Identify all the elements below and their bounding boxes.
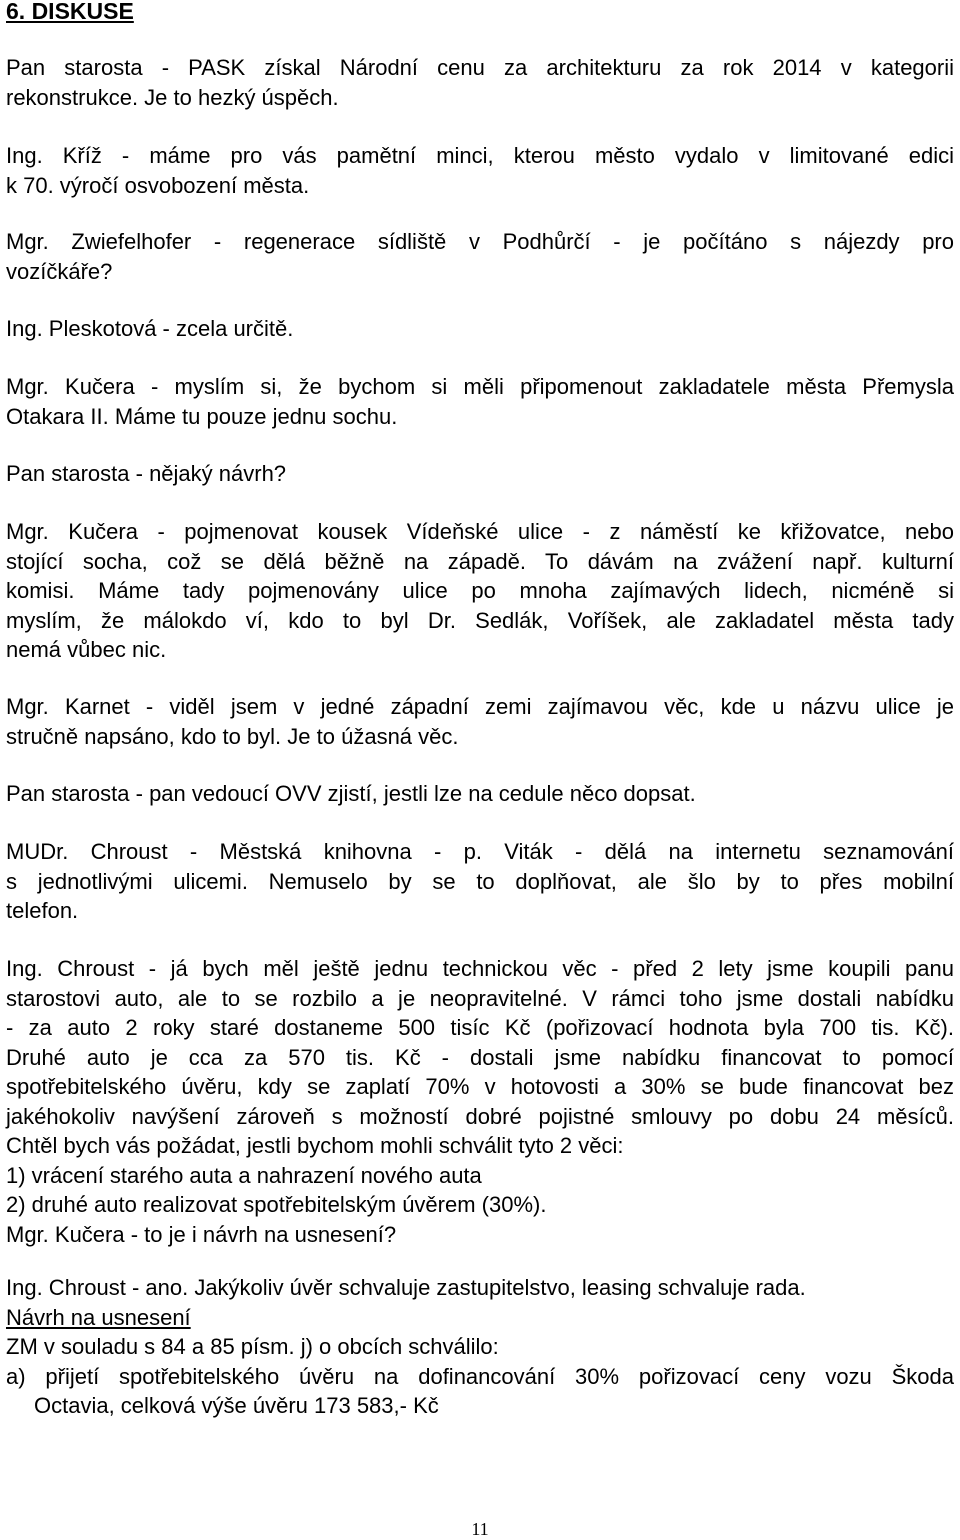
paragraph-wheelchair-ramps: [6, 227, 954, 286]
text-line: stručně napsáno, kdo to byl. Je to úžasná věc.: [6, 723, 459, 749]
text-line: nemá vůbec nic.: [6, 637, 167, 662]
paragraph-street-naming: [6, 517, 954, 665]
text-line: k 70. výročí osvobození města.: [6, 172, 310, 198]
paragraph-proposal-question: [6, 459, 954, 489]
text-line: Mgr. Kučera - myslím si, že bychom si měli připomenout zakladatele města Přemysla: [6, 374, 954, 399]
text-line: Pan starosta - pan vedoucí OVV zjistí, jestli lze na cedule něco dopsat.: [6, 781, 696, 806]
text-line: Otakara II. Máme tu pouze jednu sochu.: [6, 403, 398, 429]
text-line: Ing. Kříž - máme pro vás pamětní minci, kterou město vydalo v limitované edici: [6, 143, 954, 168]
text-line: Chtěl bych vás požádat, jestli bychom mohli schválit tyto 2 věci:: [6, 1133, 624, 1158]
list-item: 2) druhé auto realizovat spotřebitelským úvěrem (30%).: [6, 1192, 547, 1217]
paragraph-commemorative-coin: [6, 141, 954, 200]
list-item: 1) vrácení starého auta a nahrazení nového auta: [6, 1162, 482, 1188]
paragraph-street-signs-idea: [6, 692, 954, 751]
text-line: Druhé auto je cca za 570 tis. Kč - dostali jsme nabídku financovat to pomocí: [6, 1044, 954, 1070]
text-line: komisi. Máme tady pojmenovány ulice po mnoha zajímavých lidech, nicméně si: [6, 578, 954, 603]
text-line: Ing. Chroust - ano. Jakýkoliv úvěr schvaluje zastupitelstvo, leasing schvaluje rada.: [6, 1275, 806, 1300]
paragraph-pleskotova-answer: [6, 314, 954, 344]
text-line: rekonstrukce. Je to hezký úspěch.: [6, 84, 339, 110]
text-line: vozíčkáře?: [6, 258, 113, 284]
text-line: spotřebitelského úvěru, kdy se zaplatí 70% v hotovosti a 30% se bude financovat bez: [6, 1074, 954, 1099]
paragraph-resolution: [6, 1273, 954, 1421]
section-heading: 6. DISKUSE: [6, 0, 134, 24]
text-line: Mgr. Zwiefelhofer - regenerace sídliště v Podhůrčí - je počítáno s nájezdy pro: [6, 229, 954, 254]
text-line: Mgr. Kučera - to je i návrh na usnesení?: [6, 1221, 397, 1247]
text-line: starostovi auto, ale to se rozbilo a je neopravitelné. V rámci toho jsme dostali nabídku: [6, 985, 954, 1011]
text-line: Ing. Chroust - já bych měl ještě jednu technickou věc - před 2 lety jsme koupili panu: [6, 956, 954, 981]
paragraph-library-internet: [6, 837, 954, 926]
text-line: Pan starosta - nějaký návrh?: [6, 461, 287, 486]
paragraph-car-replacement: [6, 954, 954, 1249]
text-line: Pan starosta - PASK získal Národní cenu za architekturu za rok 2014 v kategorii: [6, 55, 954, 80]
text-line: Mgr. Kučera - pojmenovat kousek Vídeňské ulice - z náměstí ke křižovatce, nebo: [6, 519, 954, 544]
paragraph-ovv-check: [6, 779, 954, 809]
text-line: telefon.: [6, 898, 79, 923]
text-line: Ing. Pleskotová - zcela určitě.: [6, 316, 294, 341]
text-line: stojící socha, což se dělá běžně na západě. To dávám na zvážení např. kulturní: [6, 548, 954, 574]
text-line: - za auto 2 roky staré dostaneme 500 tisíc Kč (pořizovací hodnota byla 700 tis. Kč).: [6, 1015, 954, 1040]
text-line: myslím, že málokdo ví, kdo to byl Dr. Sedlák, Voříšek, ale zakladatel města tady: [6, 607, 954, 633]
paragraph-founder-statue: [6, 372, 954, 431]
text-line: Mgr. Karnet - viděl jsem v jedné západní zemi zajímavou věc, kde u názvu ulice je: [6, 694, 954, 719]
text-line: ZM v souladu s 84 a 85 písm. j) o obcích schválilo:: [6, 1334, 499, 1359]
page-number: 11: [471, 1519, 489, 1539]
resolution-heading: Návrh na usnesení: [6, 1304, 191, 1330]
text-line: jakéhokoliv navýšení zároveň s možností dobré pojistné smlouvy po dobu 24 měsíců.: [6, 1103, 954, 1129]
text-line: s jednotlivými ulicemi. Nemuselo by se to doplňovat, ale šlo by to přes mobilní: [6, 868, 954, 894]
list-item-continuation: Octavia, celková výše úvěru 173 583,- Kč: [34, 1393, 439, 1418]
paragraph-pask-award: [6, 53, 954, 112]
list-item: a) přijetí spotřebitelského úvěru na dofinancování 30% pořizovací ceny vozu Škoda: [6, 1363, 954, 1389]
text-line: MUDr. Chroust - Městská knihovna - p. Viták - dělá na internetu seznamování: [6, 839, 954, 864]
